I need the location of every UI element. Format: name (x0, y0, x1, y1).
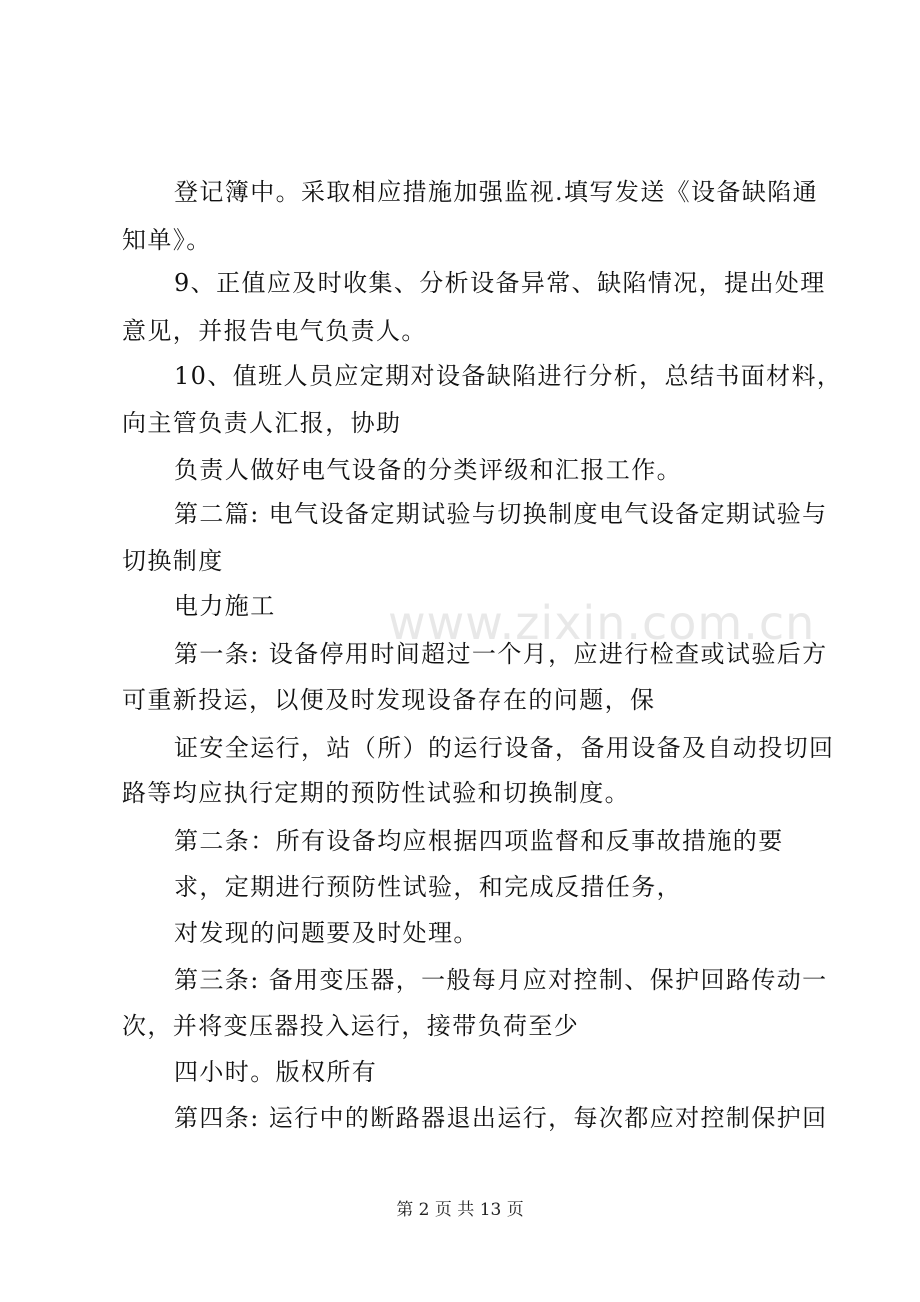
text-line: 第四条: 运行中的断路器退出运行，每次都应对控制保护回 (174, 1104, 828, 1132)
text-line: 四小时。版权所有 (174, 1058, 378, 1086)
text-line: 登记簿中。采取相应措施加强监视.填写发送《设备缺陷通 (174, 178, 819, 206)
text-line: 负责人做好电气设备的分类评级和汇报工作。 (174, 456, 682, 484)
text-line: 知单》。 (122, 226, 212, 254)
text-line: 向主管负责人汇报，协助 (122, 409, 402, 437)
text-line: 9、正值应及时收集、分析设备异常、缺陷情况，提出处理 (174, 269, 826, 297)
text-line: 第三条: 备用变压器，一般每月应对控制、保护回路传动一 (174, 966, 828, 994)
text-line: 可重新投运，以便及时发现设备存在的问题，保 (122, 686, 656, 714)
text-line: 第二篇: 电气设备定期试验与切换制度电气设备定期试验与 (174, 500, 828, 528)
text-line: 意见，并报告电气负责人。 (122, 317, 427, 345)
text-line: 第一条: 设备停用时间超过一个月，应进行检查或试验后方 (174, 640, 828, 668)
text-line: 10、值班人员应定期对设备缺陷进行分析，总结书面材料， (174, 362, 843, 390)
text-line: 次，并将变压器投入运行，接带负荷至少 (122, 1012, 580, 1040)
text-line: 切换制度 (122, 547, 224, 575)
text-line: 路等均应执行定期的预防性试验和切换制度。 (122, 779, 630, 807)
text-line: 第二条：所有设备均应根据四项监督和反事故措施的要 (174, 827, 784, 855)
page-footer: 第 2 页 共 13 页 (396, 1200, 524, 1220)
text-line: 求，定期进行预防性试验，和完成反措任务， (174, 873, 682, 901)
text-line: 对发现的问题要及时处理。 (174, 919, 479, 947)
text-line: 电力施工 (174, 592, 276, 620)
watermark: www.zixin.com.cn (388, 596, 816, 650)
text-line: 证安全运行，站（所）的运行设备，备用设备及自动投切回 (174, 734, 835, 762)
